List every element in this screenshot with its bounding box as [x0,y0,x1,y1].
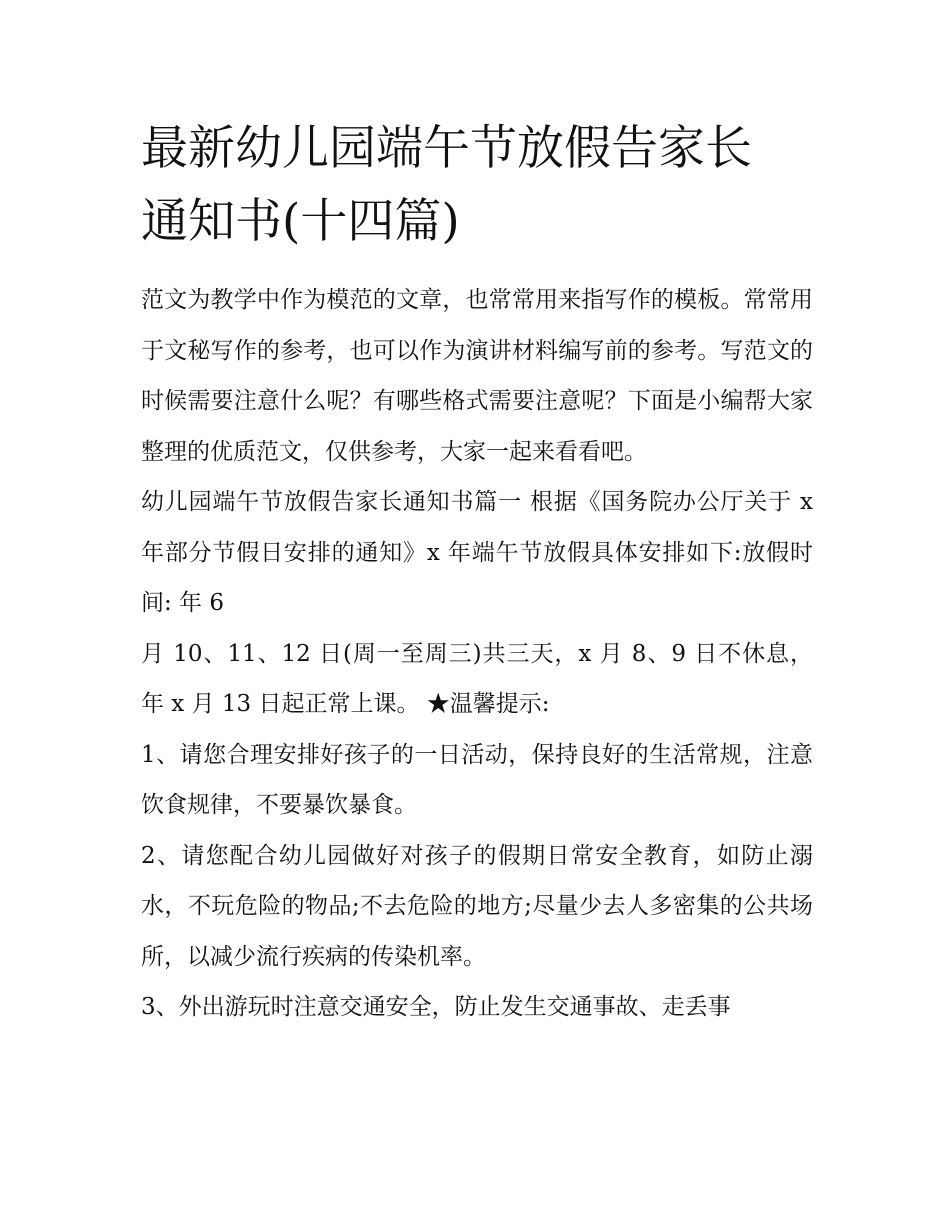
schedule-paragraph: 月 10、11、12 日(周一至周三)共三天，x 月 8、9 日不休息， 年 x 月 13 日起正常上课。 ★温馨提示: [141,640,813,717]
document-title [141,112,813,258]
document-body [141,275,813,1033]
document-content [141,112,813,1033]
notice-paragraph: 幼儿园端午节放假告家长通知书篇一 根据《国务院办公厅关于 x 年部分节假日安排的通知》x 年端午节放假具体安排如下:放假时间: 年 6 [141,489,813,616]
intro-paragraph: 范文为教学中作为模范的文章，也常常用来指写作的模板。常常用于文秘写作的参考，也可以作为演讲材料编写前的参考。写范文的时候需要注意什么呢？有哪些格式需要注意呢？下面是小编帮大家整理的优质范文，仅供参考，大家一起来看看吧。 [141,287,813,465]
tip-item-1: 1、请您合理安排好孩子的一日活动，保持良好的生活常规，注意饮食规律，不要暴饮暴食。 [141,741,813,818]
tip-item-3: 3、外出游玩时注意交通安全，防止发生交通事故、走丢事 [141,994,731,1020]
title-line-1: 最新幼儿园端午节放假告家长 [141,121,752,176]
title-line-2: 通知书(十四篇) [141,194,460,249]
tip-item-2: 2、请您配合幼儿园做好对孩子的假期日常安全教育，如防止溺水，不玩危险的物品;不去危险的地方;尽量少去人多密集的公共场所，以减少流行疾病的传染机率。 [141,842,813,970]
